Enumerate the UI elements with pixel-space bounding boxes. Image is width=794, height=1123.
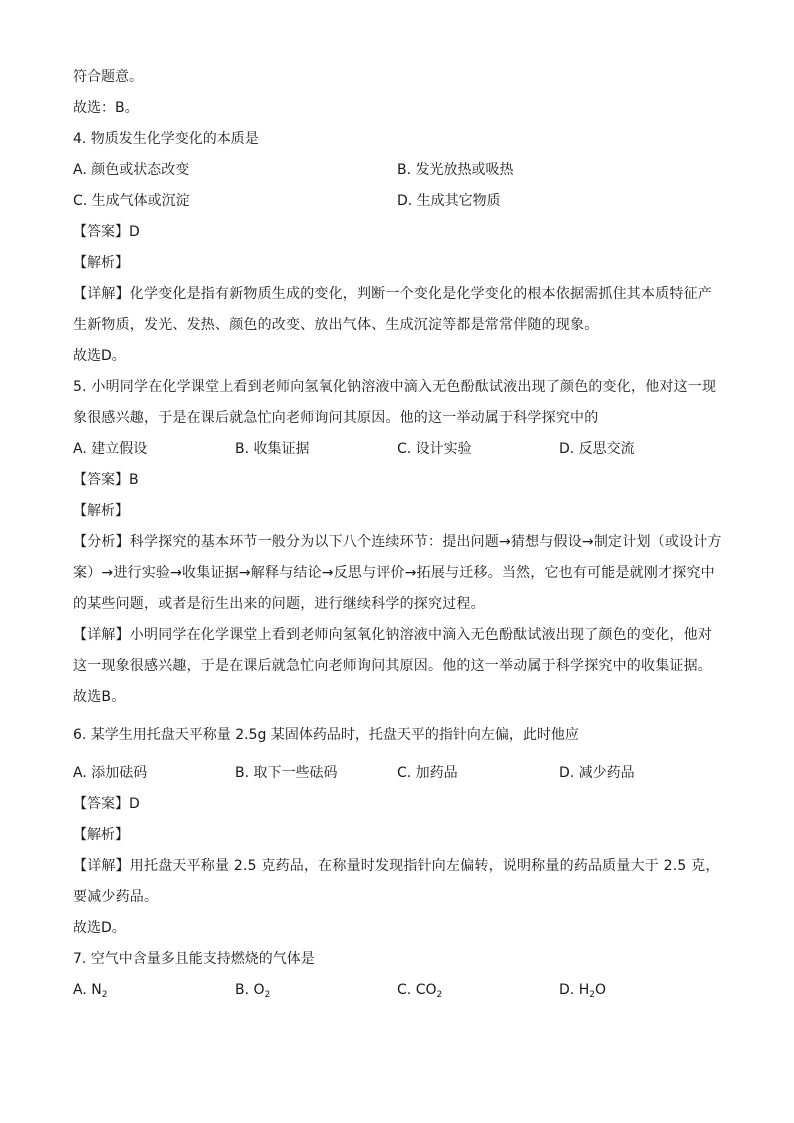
answer-option [559,975,721,1006]
text-paragraph: 5. 小明同学在化学课堂上看到老师向氢氧化钠溶液中滴入无色酚酞试液出现了颜色的变化，他对这一现象很感兴趣，于是在课后就急忙向老师询问其原因。他的这一举动属于科学探究中的 [73,379,717,426]
options-row [73,975,723,1006]
text-paragraph: 7. 空气中含量多且能支持燃烧的气体是 [73,951,315,967]
formula-subscript: 2 [589,990,595,1000]
answer-option: A. 建立假设 [73,441,148,457]
formula-symbol: CO [415,982,437,998]
text-paragraph: 4. 物质发生化学变化的本质是 [73,131,259,147]
answer-option: C. 加药品 [397,765,458,781]
options-row [73,186,723,217]
answer-option [73,975,235,1006]
answer-option: D. 生成其它物质 [397,193,501,209]
text-paragraph: 故选：B。 [73,100,139,116]
text-paragraph: 【详解】用托盘天平称量 2.5 克药品，在称量时发现指针向左偏转，说明称量的药品质量大于 2.5 克，要减少药品。 [73,858,720,905]
formula-subscript: 2 [101,990,108,1000]
answer-option: A. 颜色或状态改变 [73,162,190,178]
text-paragraph: 【详解】小明同学在化学课堂上看到老师向氢氧化钠溶液中滴入无色酚酞试液出现了颜色的变化，他对这一现象很感兴趣，于是在课后就急忙向老师询问其原因。他的这一举动属于科学探究中的收集证据。故选B。 [73,627,712,705]
answer-option [235,975,397,1006]
option-label: B. [235,982,254,998]
text-paragraph: 6. 某学生用托盘天平称量 2.5g 某固体药品时，托盘天平的指针向左偏，此时他应 [73,727,579,743]
formula-symbol: O [594,982,606,998]
answer-option: B. 取下一些砝码 [235,765,338,781]
answer-option: D. 减少药品 [559,765,635,781]
answer-option: B. 收集证据 [235,441,310,457]
formula-symbol: O [253,982,265,998]
text-paragraph: 【解析】 [73,503,129,519]
answer-option: A. 添加砝码 [73,765,148,781]
answer-option: D. 反思交流 [559,441,635,457]
spacer [73,751,723,758]
text-paragraph: 符合题意。 [73,69,143,85]
text-paragraph: 故选D。 [73,348,126,364]
answer-option: C. 生成气体或沉淀 [73,193,190,209]
options-row [73,155,723,186]
formula-subscript: 2 [436,990,443,1000]
text-paragraph: 【解析】 [73,827,129,843]
option-label: A. [73,982,92,998]
text-paragraph: 【详解】化学变化是指有新物质生成的变化，判断一个变化是化学变化的根本依据需抓住其本质特征产生新物质，发光、发热、颜色的改变、放出气体、生成沉淀等都是常常伴随的现象。 [73,286,712,333]
answer-option [397,975,559,1006]
document-page [73,62,723,1006]
answer-option: C. 设计实验 [397,441,472,457]
text-paragraph: 【答案】D [73,224,140,240]
text-paragraph: 【解析】 [73,255,129,271]
text-paragraph: 【分析】科学探究的基本环节一般分为以下八个连续环节：提出问题→猜想与假设→制定计划（或设计方案）→进行实验→收集证据→解释与结论→反思与评价→拓展与迁移。当然，它也有可能是就刚才探究中的某些问题，或者是衍生出来的问题，进行继续科学的探究过程。 [73,534,722,612]
formula-symbol: N [91,982,102,998]
text-paragraph: 【答案】D [73,796,140,812]
formula-subscript: 2 [264,990,271,1000]
text-paragraph: 故选D。 [73,920,126,936]
option-label: D. [559,982,579,998]
formula-symbol: H [578,982,590,998]
options-row [73,434,723,465]
spacer [73,713,723,720]
option-label: C. [397,982,416,998]
answer-option: B. 发光放热或吸热 [397,162,514,178]
text-paragraph: 【答案】B [73,472,139,488]
options-row [73,758,723,789]
